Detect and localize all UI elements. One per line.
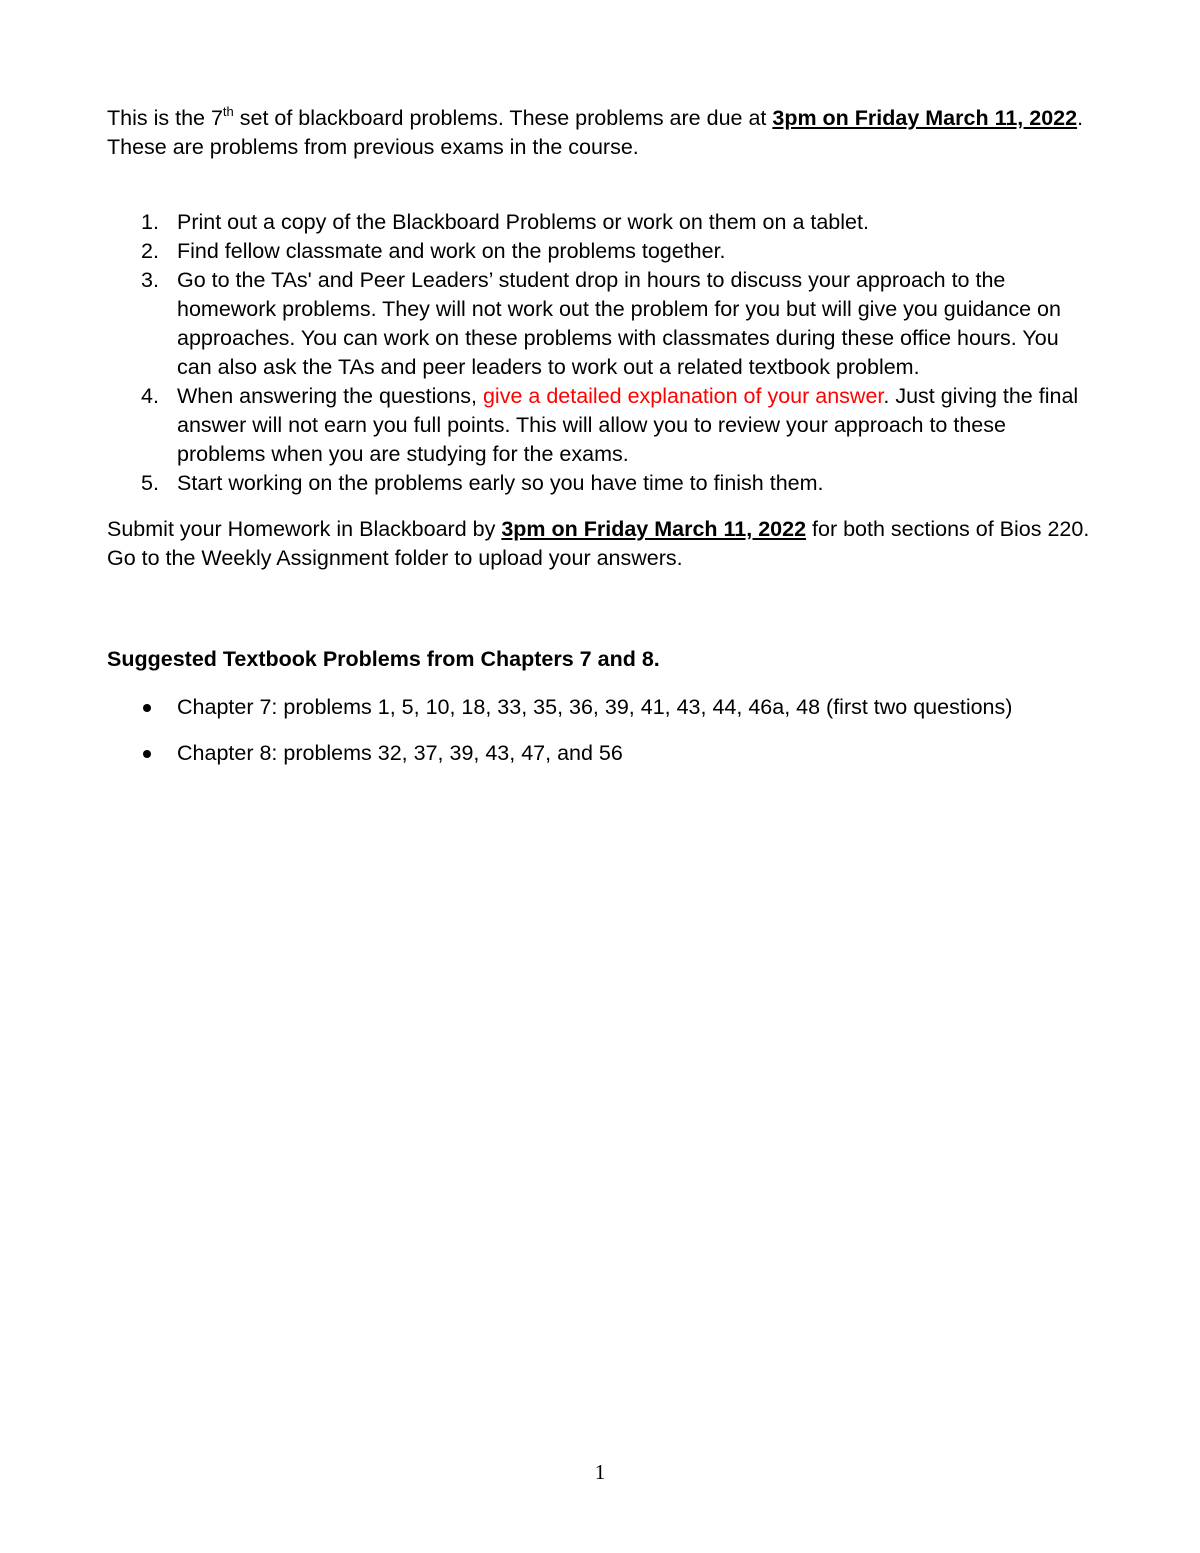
emphasis-text: give a detailed explanation of your answer [482,384,884,408]
suggested-heading: Suggested Textbook Problems from Chapters 7 and 8. [107,647,660,671]
submit-text-2: for both sections of Bios 220. Go to the Weekly Assignment folder to upload your answers. [107,517,1090,570]
spacer [107,498,1097,515]
intro-text-3: . These are problems from previous exams in the course. [107,106,1084,159]
intro-paragraph [107,104,1097,162]
page-number: 1 [594,1460,606,1484]
instruction-item [107,266,1097,382]
item-number: 1. [141,210,159,234]
spacer [107,674,1097,693]
page-content [107,104,1097,768]
intro-due-date: 3pm on Friday March 11, 2022 [772,106,1078,130]
spacer [107,162,1097,208]
bullet-icon [143,750,151,758]
item-number: 4. [141,384,159,408]
instruction-item [107,382,1097,469]
item-text-a: When answering the questions, [177,384,483,408]
bullet-icon [143,704,151,712]
instruction-list [107,208,1097,498]
item-text-b: . Just giving the final answer will not earn you full points. This will allow you to review your approach to these problems when you are studying for the exams. [177,384,1079,466]
submit-paragraph [107,515,1097,573]
intro-text-2: set of blackboard problems. These problems are due at [233,106,773,130]
instruction-item [107,469,1097,498]
item-number: 2. [141,239,159,263]
item-text: Start working on the problems early so you have time to finish them. [177,471,824,495]
chapter-item [107,739,1097,768]
item-text: Go to the TAs' and Peer Leaders’ student drop in hours to discuss your approach to the homework problems. They will not work out the problem for you but will give you guidance on approaches. You can work on these problems with classmates during these office hours. You can also ask the TAs and peer leaders to work out a related textbook problem. [177,268,1061,379]
chapter-text: Chapter 7: problems 1, 5, 10, 18, 33, 35, 36, 39, 41, 43, 44, 46a, 48 (first two questions) [177,695,1013,719]
instruction-item [107,208,1097,237]
submit-due-date: 3pm on Friday March 11, 2022 [501,517,807,541]
chapter-list [107,693,1097,768]
instruction-item [107,237,1097,266]
intro-text-1: This is the 7 [107,106,223,130]
chapter-item [107,693,1097,722]
item-text: Print out a copy of the Blackboard Problems or work on them on a tablet. [177,210,869,234]
item-text: Find fellow classmate and work on the problems together. [177,239,726,263]
item-number: 3. [141,268,159,292]
chapter-text: Chapter 8: problems 32, 37, 39, 43, 47, and 56 [177,741,623,765]
item-number: 5. [141,471,159,495]
spacer [107,573,1097,645]
submit-text-1: Submit your Homework in Blackboard by [107,517,502,541]
ordinal-suffix: th [222,104,234,119]
